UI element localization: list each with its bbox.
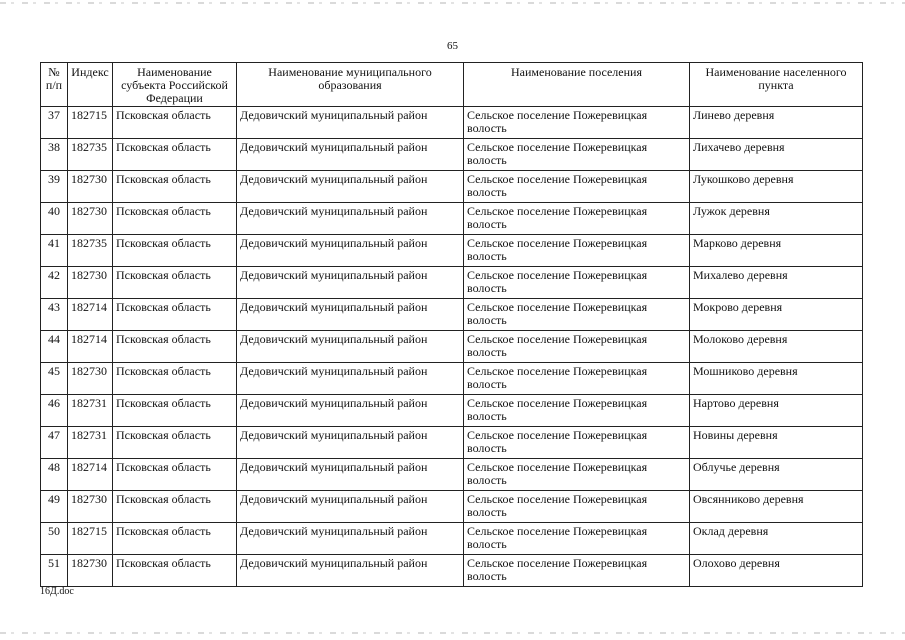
cell-settlement: Сельское поселение Пожеревицкая волость (464, 395, 690, 427)
cell-municipality: Дедовичский муниципальный район (237, 363, 464, 395)
scan-edge-top (0, 2, 905, 4)
cell-locality: Новины деревня (690, 427, 863, 459)
table-row (41, 299, 863, 331)
table-row (41, 267, 863, 299)
cell-number: 50 (41, 523, 68, 555)
cell-locality: Молоково деревня (690, 331, 863, 363)
cell-index: 182731 (68, 395, 113, 427)
cell-subject: Псковская область (113, 235, 237, 267)
cell-number: 49 (41, 491, 68, 523)
cell-subject: Псковская область (113, 139, 237, 171)
cell-number: 40 (41, 203, 68, 235)
cell-locality: Лужок деревня (690, 203, 863, 235)
cell-subject: Псковская область (113, 459, 237, 491)
cell-municipality: Дедовичский муниципальный район (237, 427, 464, 459)
header-number: № п/п (41, 63, 68, 107)
cell-index: 182731 (68, 427, 113, 459)
header-locality: Наименование населенного пункта (690, 63, 863, 107)
cell-subject: Псковская область (113, 555, 237, 587)
cell-settlement: Сельское поселение Пожеревицкая волость (464, 427, 690, 459)
cell-subject: Псковская область (113, 491, 237, 523)
cell-locality: Линево деревня (690, 107, 863, 139)
cell-number: 37 (41, 107, 68, 139)
cell-settlement: Сельское поселение Пожеревицкая волость (464, 203, 690, 235)
cell-subject: Псковская область (113, 363, 237, 395)
table-row (41, 459, 863, 491)
cell-settlement: Сельское поселение Пожеревицкая волость (464, 139, 690, 171)
cell-index: 182714 (68, 459, 113, 491)
cell-number: 41 (41, 235, 68, 267)
cell-municipality: Дедовичский муниципальный район (237, 395, 464, 427)
cell-settlement: Сельское поселение Пожеревицкая волость (464, 331, 690, 363)
cell-locality: Михалево деревня (690, 267, 863, 299)
cell-index: 182715 (68, 523, 113, 555)
table-row (41, 171, 863, 203)
cell-settlement: Сельское поселение Пожеревицкая волость (464, 171, 690, 203)
cell-municipality: Дедовичский муниципальный район (237, 235, 464, 267)
table-row (41, 203, 863, 235)
table-row (41, 491, 863, 523)
table-row (41, 107, 863, 139)
cell-municipality: Дедовичский муниципальный район (237, 555, 464, 587)
cell-municipality: Дедовичский муниципальный район (237, 107, 464, 139)
footer-filename: 16Д.doc (40, 586, 74, 597)
cell-locality: Мокрово деревня (690, 299, 863, 331)
cell-number: 46 (41, 395, 68, 427)
cell-index: 182715 (68, 107, 113, 139)
cell-subject: Псковская область (113, 427, 237, 459)
cell-index: 182730 (68, 171, 113, 203)
table-row (41, 427, 863, 459)
cell-settlement: Сельское поселение Пожеревицкая волость (464, 299, 690, 331)
cell-index: 182730 (68, 363, 113, 395)
cell-locality: Лукошково деревня (690, 171, 863, 203)
cell-number: 38 (41, 139, 68, 171)
cell-index: 182714 (68, 331, 113, 363)
cell-settlement: Сельское поселение Пожеревицкая волость (464, 459, 690, 491)
table-body (41, 107, 863, 587)
cell-municipality: Дедовичский муниципальный район (237, 331, 464, 363)
cell-index: 182730 (68, 203, 113, 235)
cell-municipality: Дедовичский муниципальный район (237, 139, 464, 171)
cell-number: 47 (41, 427, 68, 459)
settlements-table (40, 62, 863, 587)
cell-settlement: Сельское поселение Пожеревицкая волость (464, 235, 690, 267)
cell-municipality: Дедовичский муниципальный район (237, 459, 464, 491)
cell-locality: Олохово деревня (690, 555, 863, 587)
table-row (41, 555, 863, 587)
cell-locality: Облучье деревня (690, 459, 863, 491)
cell-municipality: Дедовичский муниципальный район (237, 299, 464, 331)
cell-number: 42 (41, 267, 68, 299)
cell-locality: Нартово деревня (690, 395, 863, 427)
cell-index: 182735 (68, 139, 113, 171)
cell-number: 45 (41, 363, 68, 395)
table-row (41, 523, 863, 555)
cell-subject: Псковская область (113, 267, 237, 299)
cell-subject: Псковская область (113, 107, 237, 139)
table-row (41, 331, 863, 363)
cell-number: 44 (41, 331, 68, 363)
cell-municipality: Дедовичский муниципальный район (237, 171, 464, 203)
header-municipality: Наименование муниципального образования (237, 63, 464, 107)
header-index: Индекс (68, 63, 113, 107)
header-subject: Наименование субъекта Российской Федерации (113, 63, 237, 107)
cell-index: 182730 (68, 555, 113, 587)
cell-municipality: Дедовичский муниципальный район (237, 523, 464, 555)
cell-subject: Псковская область (113, 299, 237, 331)
cell-subject: Псковская область (113, 171, 237, 203)
cell-index: 182730 (68, 491, 113, 523)
cell-subject: Псковская область (113, 523, 237, 555)
scan-edge-bottom (0, 632, 905, 634)
table-row (41, 139, 863, 171)
cell-locality: Лихачево деревня (690, 139, 863, 171)
cell-settlement: Сельское поселение Пожеревицкая волость (464, 267, 690, 299)
cell-number: 43 (41, 299, 68, 331)
cell-settlement: Сельское поселение Пожеревицкая волость (464, 555, 690, 587)
cell-number: 51 (41, 555, 68, 587)
header-settlement: Наименование поселения (464, 63, 690, 107)
cell-municipality: Дедовичский муниципальный район (237, 267, 464, 299)
cell-index: 182735 (68, 235, 113, 267)
cell-settlement: Сельское поселение Пожеревицкая волость (464, 107, 690, 139)
cell-settlement: Сельское поселение Пожеревицкая волость (464, 363, 690, 395)
cell-municipality: Дедовичский муниципальный район (237, 491, 464, 523)
table-row (41, 363, 863, 395)
cell-locality: Оклад деревня (690, 523, 863, 555)
cell-number: 39 (41, 171, 68, 203)
cell-number: 48 (41, 459, 68, 491)
cell-locality: Овсянниково деревня (690, 491, 863, 523)
table-row (41, 395, 863, 427)
cell-municipality: Дедовичский муниципальный район (237, 203, 464, 235)
cell-settlement: Сельское поселение Пожеревицкая волость (464, 491, 690, 523)
cell-settlement: Сельское поселение Пожеревицкая волость (464, 523, 690, 555)
page-number: 65 (447, 40, 458, 52)
cell-index: 182730 (68, 267, 113, 299)
cell-subject: Псковская область (113, 395, 237, 427)
cell-locality: Марково деревня (690, 235, 863, 267)
table-header-row (41, 63, 863, 107)
cell-index: 182714 (68, 299, 113, 331)
cell-subject: Псковская область (113, 331, 237, 363)
cell-locality: Мошниково деревня (690, 363, 863, 395)
cell-subject: Псковская область (113, 203, 237, 235)
table-row (41, 235, 863, 267)
